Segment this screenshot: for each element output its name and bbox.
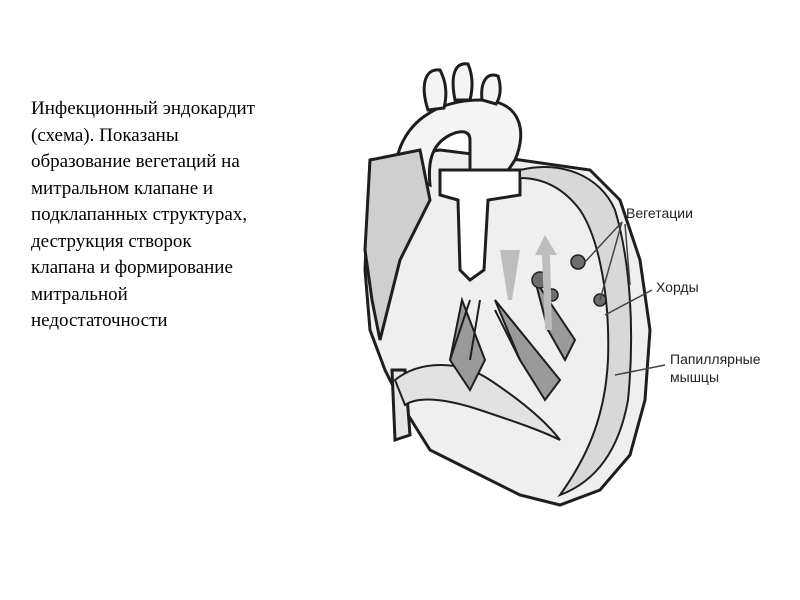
caption-line: недостаточности [31, 310, 168, 331]
caption-line: Инфекционный эндокардит [31, 98, 255, 119]
label-chords: Хорды [656, 279, 699, 295]
caption-line: митральном клапане и [31, 177, 214, 199]
caption-line: подклапанных структурах, [31, 204, 248, 225]
caption-line: клапана и формирование [31, 257, 233, 278]
caption-line: деструкция створок [31, 230, 192, 252]
caption-line: образование вегетаций на [31, 151, 240, 172]
label-papillary-line1: Папиллярные [670, 351, 761, 367]
caption-line: митральной [31, 283, 128, 305]
label-papillary-line2: мышцы [670, 369, 719, 385]
label-vegetations: Вегетации [626, 205, 693, 221]
caption-line: (схема). Показаны [31, 124, 179, 146]
